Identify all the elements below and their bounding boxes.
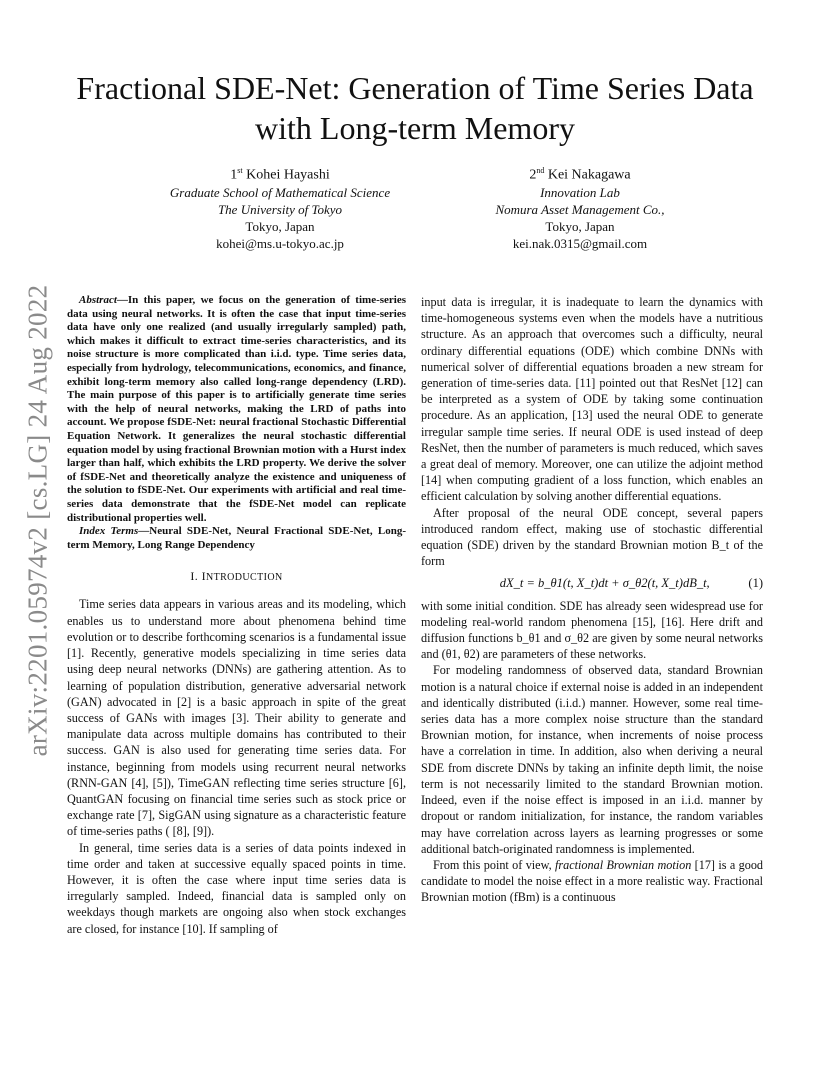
author-name: Kohei Hayashi <box>246 167 330 183</box>
intro-paragraph-4: After proposal of the neural ODE concept, several papers introduced random effect, making use of stochastic differential equation (SDE) driven by the standard Brownian motion B_t of the form <box>421 505 763 569</box>
author-email: kei.nak.0315@gmail.com <box>512 235 648 251</box>
intro-paragraph-3: input data is irregular, it is inadequate to learn the dynamics with time-homogeneous systems even when the models have a nutritious structure. As an approach that overcomes such a difficulty, neural ordinary differential equations (ODE) which combine DNNs with numerical solver of differential equations broaden a new stream for generation of time-series data. [11] pointed out that ResNet [12] can be interpreted as a system of ODE by taking some continuation procedure. As an application, [13] used the neural ODE to generate irregular sample time series. If neural ODE is used instead of deep ResNet, then the number of parameters is much reduced, which saves a great deal of memory. Moreover, one can utilize the adjoint method [14] when computing gradient of a loss function, which enables an efficient calculation by solving another differential equations. <box>421 295 763 504</box>
author-location: Tokyo, Japan <box>245 218 315 234</box>
left-column <box>67 294 406 937</box>
author-name-line: 1st Kohei Hayashi <box>230 166 330 183</box>
emphasis-fbm: fractional Brownian motion <box>555 857 692 872</box>
intro-paragraph-6: For modeling randomness of observed data, standard Brownian motion is a natural choice if external noise is added in an independent and identically distributed (i.i.d.) manner. However, some real time-series data has a more complex noise structure than the standard Brownian motion, for instance, when increments of noise process have a correlation in time. In addition, also when deriving a neural SDE from discrete DNNs by taking an infinite depth limit, the noise term is not necessarily limited to the standard Brownian motion. Indeed, even if the noise effect is imposed in an i.i.d. manner by dropout or random initialization, for instance, the random variables may have correlation across layers as learning progresses or some additional batch-originated randomness is implemented. <box>421 663 763 856</box>
author-email: kohei@ms.u-tokyo.ac.jp <box>216 235 344 251</box>
author-department: Graduate School of Mathematical Science <box>169 184 391 200</box>
equation-number: (1) <box>748 576 763 591</box>
arxiv-identifier <box>20 280 56 760</box>
intro-paragraph-2: In general, time series data is a series of data points indexed in time order and taken at successive equally spaced points in time. However, it is often the case where input time series data is irregularly sampled. Indeed, financial data is sampled only on weekdays though markets are ongoing also when stock exchanges are closed, for instance [10]. If sampling of <box>67 840 406 936</box>
abstract-text: —In this paper, we focus on the generation of time-series data using neural networks. It is often the case that input time-series data have only one realized (and usually irregularly sampled) path, which makes it difficult to extract time-series characteristics, and its noise structure is more complicated than i.i.d. type. Time series data, especially from hydrology, telecommunications, economics, and finance, exhibit long-term memory also called long-range dependency (LRD). The main purpose of this paper is to artificially generate time series with the help of neural networks, making the LRD of paths into account. We propose fSDE-Net: neural fractional Stochastic Differential Equation Network. It generalizes the neural stochastic differential equation model by using fractional Brownian motion with a Hurst index larger than half, which exhibits the LRD property. We derive the solver of fSDE-Net and theoretically analyze the existence and uniqueness of the solution to fSDE-Net. Our experiments with artificial and real time-series data demonstrate that the fSDE-Net model can replicate distributional properties well. <box>67 294 406 524</box>
abstract <box>67 294 406 525</box>
author-location: Tokyo, Japan <box>545 218 615 234</box>
intro-paragraph-7: From this point of view, fractional Brownian motion [17] is a good candidate to model the noise effect in a more realistic way. Fractional Brownian motion (fBm) is a continuous <box>421 857 764 905</box>
author-institution: Nomura Asset Management Co., <box>495 201 665 217</box>
author-department: Innovation Lab <box>540 184 620 200</box>
intro-paragraph-5: with some initial condition. SDE has already seen widespread use for modeling real-world random phenomena [15], [16]. Here drift and diffusion functions b_θ1 and σ_θ2 are given by some neural networks and (θ1, θ2) are parameters of these networks. <box>421 598 763 662</box>
index-terms-text: —Neural SDE-Net, Neural Fractional SDE-Net, Long-term Memory, Long Range Dependency <box>67 525 406 551</box>
author-block-1 <box>140 162 420 252</box>
author-name: Kei Nakagawa <box>547 167 631 183</box>
right-column <box>421 294 763 906</box>
paper-title: Fractional SDE-Net: Generation of Time Series Data with Long-term Memory <box>76 70 754 146</box>
equation-1 <box>421 575 763 591</box>
section-heading-introduction: I. INTRODUCTION <box>190 569 283 584</box>
abstract-label: Abstract <box>79 294 117 306</box>
intro-paragraph-1: Time series data appears in various areas and its modeling, which enables us to understand more about phenomena behind time evolution or to describe forthcoming scenarios is a fundamental issue [1]. Recently, generative models specializing in time series data using deep neural networks (DNNs) are gathering attention. As to learning of population distribution, generative adversarial network (GAN) advocated in [2] is a basic approach in spite of the great success of GANs with images [3]. Their ability to generate and manipulate data across multiple domains has contributed to their success. GAN is also used for generating time series data. For instance, beginning from models using recurrent neural networks (RNN-GAN [4], [5]), TimeGAN reflecting time series structure [6], QuantGAN focusing on financial time series such as stock price or exchange rate [7], SigGAN using signature as a characteristic feature of time-series paths ( [8], [9]). <box>67 597 406 839</box>
author-name-line: 2nd Kei Nakagawa <box>529 166 631 183</box>
author-institution: The University of Tokyo <box>217 201 343 217</box>
index-terms-label: Index Terms <box>79 525 139 538</box>
index-terms <box>67 525 406 552</box>
author-block-2 <box>440 162 720 252</box>
arxiv-identifier-text: arXiv:2201.05974v2 [cs.LG] 24 Aug 2022 <box>22 284 53 756</box>
equation-body: dX_t = b_θ1(t, X_t)dt + σ_θ2(t, X_t)dB_t, <box>499 576 710 591</box>
